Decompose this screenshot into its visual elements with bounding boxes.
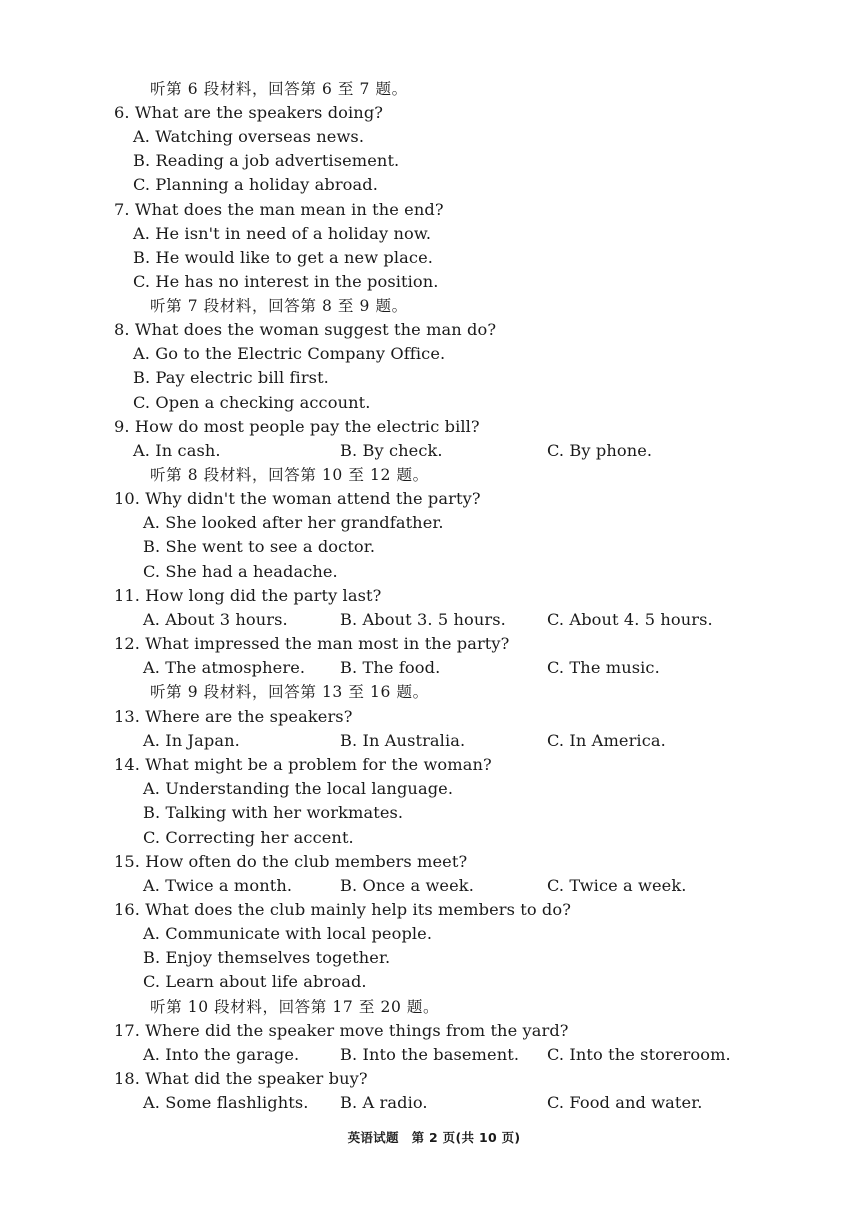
question-7-option-c: C. He has no interest in the position.	[133, 272, 439, 291]
question-9-option-b: B. By check.	[340, 441, 443, 460]
section-8-instruction: 听第 8 段材料，回答第 10 至 12 题。	[150, 466, 429, 484]
question-16-stem: 16. What does the club mainly help its members to do?	[114, 900, 572, 919]
question-11-option-a: A. About 3 hours.	[143, 610, 288, 629]
question-10-option-a: A. She looked after her grandfather.	[143, 513, 444, 532]
question-11-option-c: C. About 4. 5 hours.	[547, 610, 713, 629]
question-8-option-c: C. Open a checking account.	[133, 393, 371, 412]
section-10-instruction: 听第 10 段材料，回答第 17 至 20 题。	[150, 998, 440, 1016]
question-18-option-a: A. Some flashlights.	[143, 1093, 309, 1112]
question-18-option-c: C. Food and water.	[547, 1093, 703, 1112]
question-9-option-a: A. In cash.	[133, 441, 221, 460]
question-6-option-c: C. Planning a holiday abroad.	[133, 175, 378, 194]
question-8-stem: 8. What does the woman suggest the man do?	[114, 320, 497, 339]
question-12-option-a: A. The atmosphere.	[143, 658, 306, 677]
question-6-stem: 6. What are the speakers doing?	[114, 103, 384, 122]
question-17-option-c: C. Into the storeroom.	[547, 1045, 731, 1064]
question-15-option-c: C. Twice a week.	[547, 876, 687, 895]
question-8-option-b: B. Pay electric bill first.	[133, 368, 329, 387]
question-6-option-b: B. Reading a job advertisement.	[133, 151, 400, 170]
question-14-option-b: B. Talking with her workmates.	[143, 803, 404, 822]
question-9-option-c: C. By phone.	[547, 441, 653, 460]
question-17-option-a: A. Into the garage.	[143, 1045, 300, 1064]
question-10-option-c: C. She had a headache.	[143, 562, 338, 581]
question-12-option-c: C. The music.	[547, 658, 660, 677]
question-16-option-a: A. Communicate with local people.	[143, 924, 433, 943]
page-footer: 英语试题 第 2 页(共 10 页)	[347, 1130, 521, 1145]
question-9-stem: 9. How do most people pay the electric bill?	[114, 417, 480, 436]
question-12-option-b: B. The food.	[340, 658, 441, 677]
question-16-option-b: B. Enjoy themselves together.	[143, 948, 391, 967]
question-8-option-a: A. Go to the Electric Company Office.	[133, 344, 446, 363]
section-7-instruction: 听第 7 段材料，回答第 8 至 9 题。	[150, 297, 408, 315]
question-10-stem: 10. Why didn't the woman attend the party?	[114, 489, 481, 508]
question-14-stem: 14. What might be a problem for the woman?	[114, 755, 492, 774]
question-13-option-c: C. In America.	[547, 731, 666, 750]
question-7-stem: 7. What does the man mean in the end?	[114, 200, 444, 219]
question-11-option-b: B. About 3. 5 hours.	[340, 610, 506, 629]
question-17-option-b: B. Into the basement.	[340, 1045, 520, 1064]
question-18-stem: 18. What did the speaker buy?	[114, 1069, 368, 1088]
question-13-option-a: A. In Japan.	[143, 731, 240, 750]
section-9-instruction: 听第 9 段材料，回答第 13 至 16 题。	[150, 683, 429, 701]
question-15-option-b: B. Once a week.	[340, 876, 474, 895]
question-13-option-b: B. In Australia.	[340, 731, 466, 750]
question-18-option-b: B. A radio.	[340, 1093, 428, 1112]
question-10-option-b: B. She went to see a doctor.	[143, 537, 376, 556]
question-15-stem: 15. How often do the club members meet?	[114, 852, 468, 871]
question-12-stem: 12. What impressed the man most in the party?	[114, 634, 510, 653]
question-14-option-c: C. Correcting her accent.	[143, 828, 354, 847]
question-6-option-a: A. Watching overseas news.	[133, 127, 365, 146]
question-13-stem: 13. Where are the speakers?	[114, 707, 353, 726]
question-17-stem: 17. Where did the speaker move things from the yard?	[114, 1021, 569, 1040]
question-7-option-a: A. He isn't in need of a holiday now.	[133, 224, 432, 243]
question-15-option-a: A. Twice a month.	[143, 876, 293, 895]
question-7-option-b: B. He would like to get a new place.	[133, 248, 434, 267]
question-11-stem: 11. How long did the party last?	[114, 586, 382, 605]
section-6-instruction: 听第 6 段材料，回答第 6 至 7 题。	[150, 80, 408, 98]
question-14-option-a: A. Understanding the local language.	[143, 779, 454, 798]
question-16-option-c: C. Learn about life abroad.	[143, 972, 367, 991]
